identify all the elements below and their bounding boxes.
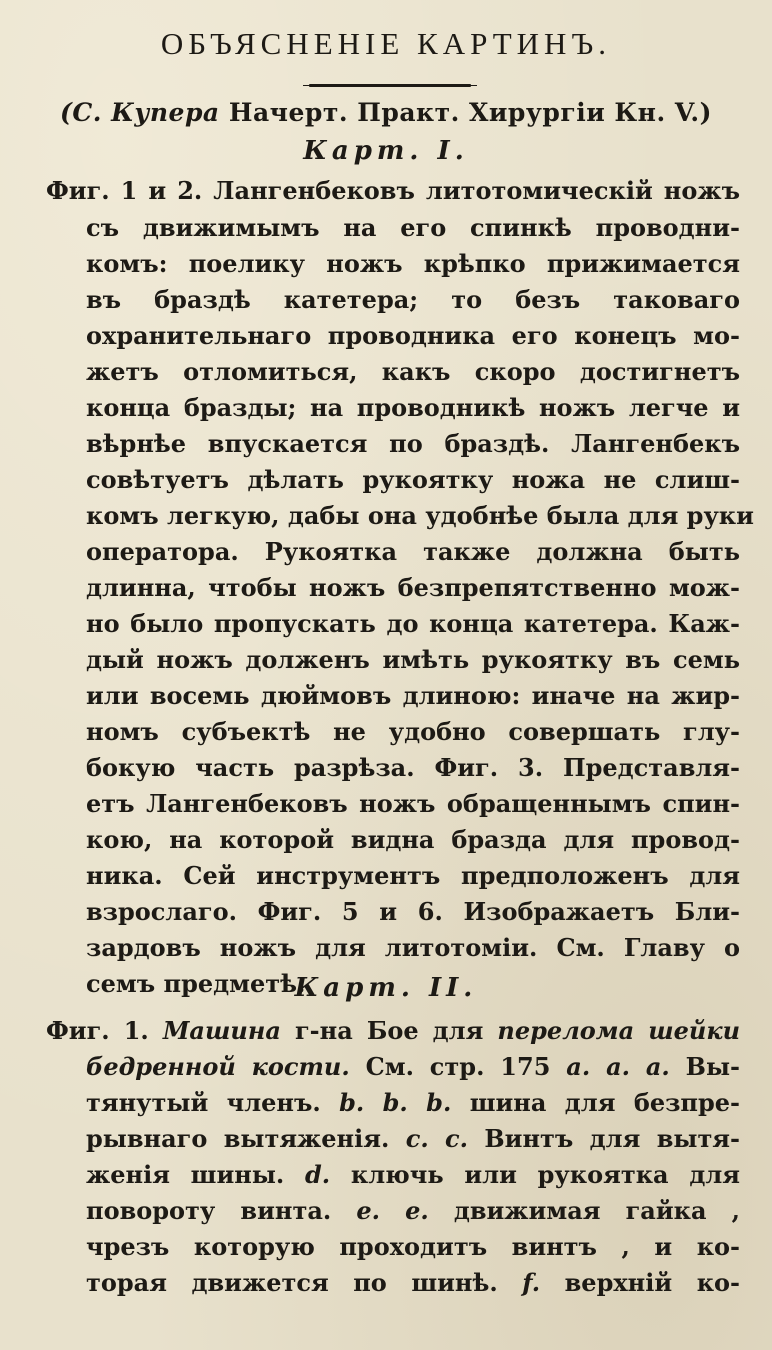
text-line: совѣтуетъ дѣлать рукоятку ножа не слиш-	[86, 465, 740, 494]
text-line: бокую часть разрѣза. Фиг. 3. Представля-	[86, 753, 740, 782]
text-line: етъ Лангенбековъ ножъ обращеннымъ спин-	[86, 789, 740, 818]
text-run: женія шины.	[86, 1160, 305, 1189]
term-italic: бедренной кости.	[86, 1052, 350, 1081]
text-line: дый ножъ долженъ имѣть рукоятку въ семь	[86, 645, 740, 674]
text-line: чрезъ которую проходитъ винтъ , и ко-	[86, 1232, 740, 1261]
text-line: вѣрнѣе впускается по браздѣ. Лангенбекъ	[86, 429, 740, 458]
text-line: ника. Сей инструментъ предположенъ для	[86, 861, 740, 890]
figure-ref: c. c.	[405, 1124, 469, 1153]
source-author: (С. Купера	[60, 98, 220, 127]
text-line: жетъ отломиться, какъ скоро достигнетъ	[86, 357, 740, 386]
page-header: ОБЪЯСНЕНІЕ КАРТИНЪ.	[160, 26, 612, 61]
text-line	[86, 1264, 740, 1302]
text-line: длинна, чтобы ножъ безпрепятственно мож-	[86, 573, 740, 602]
text-line: взрослаго. Фиг. 5 и 6. Изображаетъ Бли-	[86, 897, 740, 926]
text-line: кою, на которой видна бразда для провод-	[86, 825, 740, 854]
text-run: шина для безпре-	[451, 1088, 740, 1117]
plate-heading-1: Карт. I.	[303, 136, 469, 166]
text-line	[86, 1084, 740, 1122]
plate-heading-2: Карт. II.	[294, 973, 478, 1003]
text-run: торая движется по шинѣ.	[86, 1268, 523, 1297]
text-line: съ движимымъ на его спинкѣ проводни-	[86, 213, 740, 242]
text-line: или восемь дюймовъ длиною: иначе на жир-	[86, 681, 740, 710]
text-line	[46, 1012, 740, 1050]
text-line: зардовъ ножъ для литотоміи. См. Главу о	[86, 933, 740, 962]
figure-ref: e. e.	[356, 1196, 429, 1225]
text-line: конца бразды; на проводникѣ ножъ легче и	[86, 393, 740, 422]
text-run: верхній ко-	[540, 1268, 740, 1297]
source-citation	[0, 98, 772, 127]
text-line	[86, 1192, 740, 1230]
text-line: въ браздѣ катетера; то безъ таковаго	[86, 285, 740, 314]
text-run: г-на Бое для	[280, 1016, 498, 1045]
text-run: тянутый членъ.	[86, 1088, 340, 1117]
text-run: Вы-	[669, 1052, 740, 1081]
text-run: ключь или рукоятка для	[330, 1160, 741, 1189]
text-line	[86, 1048, 740, 1086]
fig-label: Фиг. 1.	[46, 1016, 163, 1045]
text-line: охранительнаго проводника его конецъ мо-	[86, 321, 740, 350]
text-run: движимая гайка ,	[428, 1196, 741, 1225]
figure-ref: b. b. b.	[339, 1088, 452, 1117]
header-rule	[309, 84, 471, 87]
text-line: комъ легкую, дабы она удобнѣе была для руки	[86, 501, 754, 530]
text-line	[86, 1156, 740, 1194]
text-line	[86, 1120, 740, 1158]
text-line: Фиг. 1 и 2. Лангенбековъ литотомическій ножъ	[46, 176, 740, 205]
text-run: повороту винта.	[86, 1196, 357, 1225]
text-line: но было пропускать до конца катетера. Каж-	[86, 609, 740, 638]
text-line: оператора. Рукоятка также должна быть	[86, 537, 740, 566]
figure-ref: a. a. a.	[566, 1052, 670, 1081]
text-line: комъ: поелику ножъ крѣпко прижимается	[86, 249, 740, 278]
text-run: рывнаго вытяженія.	[86, 1124, 406, 1153]
text-line-last: семъ предметѣ.	[86, 969, 306, 998]
term-italic: перелома шейки	[497, 1016, 741, 1045]
term-italic: Машина	[162, 1016, 281, 1045]
text-line: номъ субъектѣ не удобно совершать глу-	[86, 717, 740, 746]
figure-ref: d.	[305, 1160, 331, 1189]
text-run: См. стр. 175	[349, 1052, 567, 1081]
text-run: Винтъ для вытя-	[468, 1124, 740, 1153]
figure-ref: f.	[522, 1268, 541, 1297]
source-title: Начерт. Практ. Хирургіи Кн. V.)	[219, 98, 712, 127]
